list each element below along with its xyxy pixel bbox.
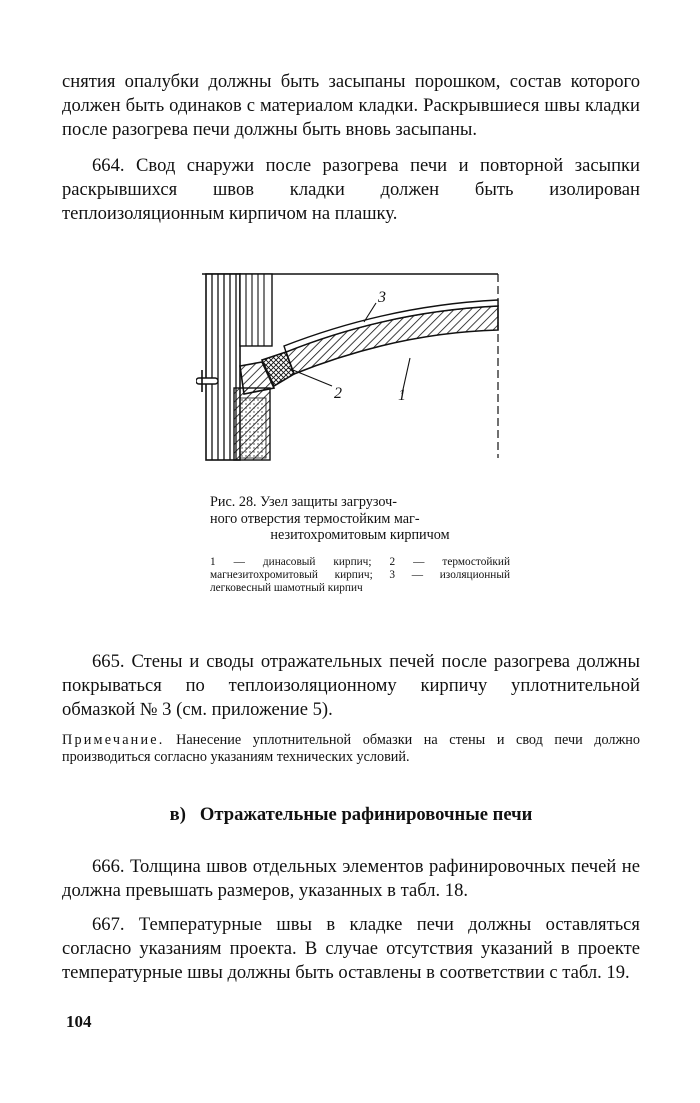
paragraph-665: 665. Стены и своды отражательных печей после разогрева должны покрываться по теплоизоляционному кирпичу уплотнительной обмазкой № 3 (см. приложение 5). xyxy=(62,651,640,720)
tie-rod xyxy=(196,378,218,384)
figure-28-drawing xyxy=(196,270,508,466)
caption-line-2: ного отверстия термостойким маг- xyxy=(210,510,420,527)
figure-label-2: 2 xyxy=(334,385,342,402)
figure-legend: 1 — динасовый кирпич; 2 — термостойкий магнезитохромитовый кирпич; 3 — изоляционный легковесный шамотный кирпич xyxy=(210,556,510,595)
paragraph-666: 666. Толщина швов отдельных элементов рафинировочных печей не должна превышать размеров, указанных в табл. 18. xyxy=(62,856,640,901)
note-text: Нанесение уплотнительной обмазки на стены и свод печи должно производиться согласно указаниям технических условий. xyxy=(62,732,640,765)
page-number: 104 xyxy=(66,1012,92,1031)
section-mark: в) xyxy=(169,804,186,825)
figure-label-3: 3 xyxy=(378,289,386,306)
leader-line-2 xyxy=(288,368,332,386)
paragraph-continuation: снятия опалубки должны быть засыпаны порошком, состав которого должен быть одинаков с материалом кладки. Раскрывшиеся швы кладки после разогрева печи должны быть вновь засыпаны. xyxy=(62,71,640,140)
section-heading xyxy=(62,804,640,826)
caption-line-3: незитохромитовым кирпичом xyxy=(270,527,450,543)
paragraph-664: 664. Свод снаружи после разогрева печи и повторной засыпки раскрывшихся швов кладки должен быть изолирован теплоизоляционным кирпичом на плашку. xyxy=(62,155,640,224)
figure-label-1: 1 xyxy=(398,387,406,404)
note-label: Примечание. xyxy=(62,732,165,748)
paragraph-667: 667. Температурные швы в кладке печи должны оставляться согласно указаниям проекта. В случае отсутствия указаний в проекте температурные швы должны быть оставлены в соответствии с табл. 19. xyxy=(62,914,640,983)
note xyxy=(62,732,640,766)
wall-lower-dotted-block xyxy=(240,398,266,458)
caption-line-1: Рис. 28. Узел защиты загрузоч- xyxy=(210,494,398,510)
section-title: Отражательные рафинировочные печи xyxy=(199,804,533,825)
figure-caption xyxy=(210,494,510,544)
